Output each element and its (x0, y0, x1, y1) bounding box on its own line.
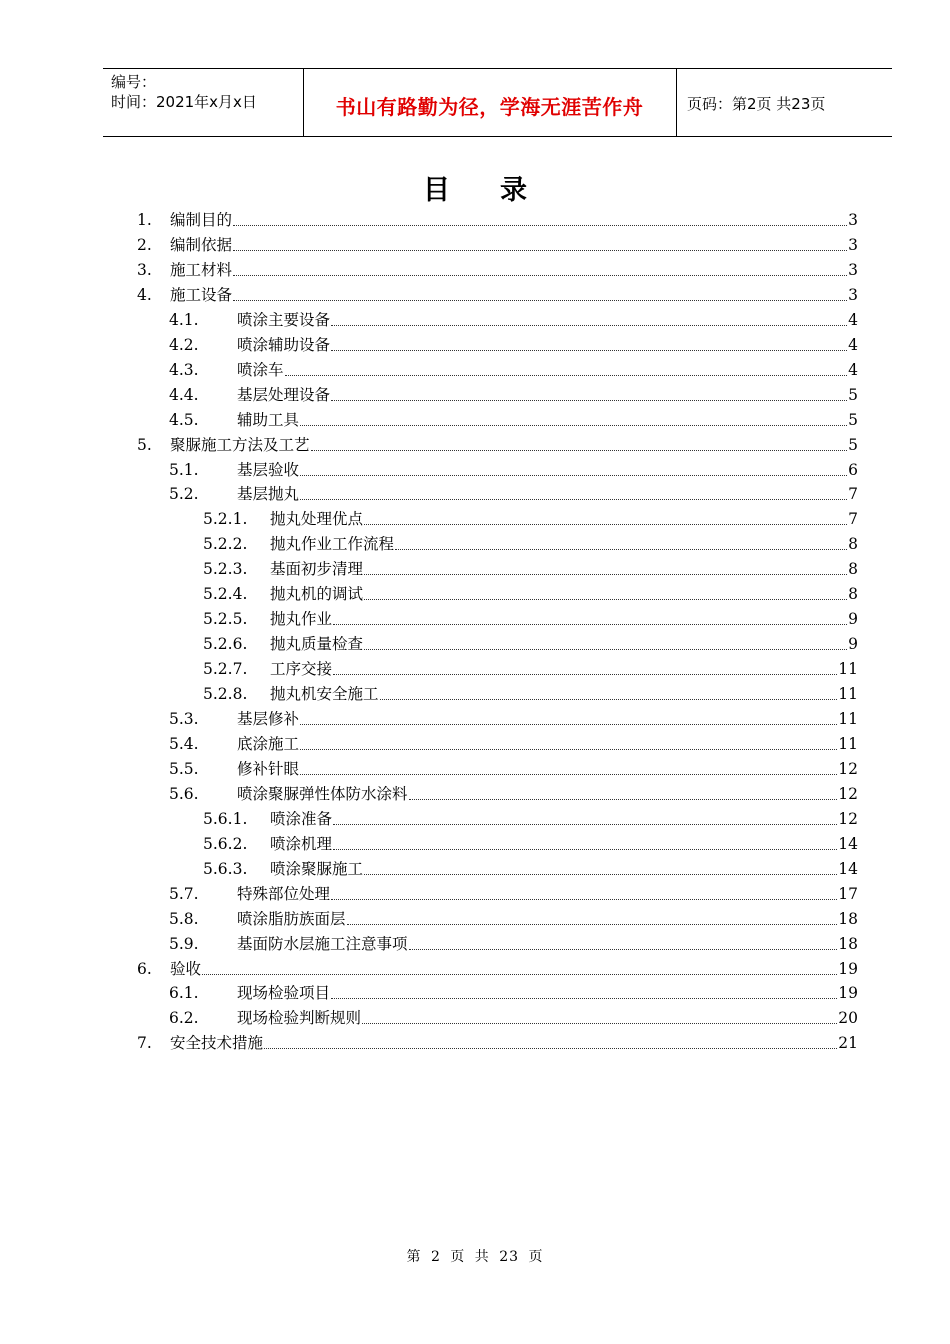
toc-entry-page: 5 (848, 410, 858, 429)
toc-dot-leader (364, 599, 847, 600)
toc-entry-title: 抛丸机安全施工 (270, 685, 379, 704)
toc-entry[interactable] (169, 707, 858, 731)
toc-entry-page: 5 (848, 385, 858, 404)
toc-entry-title: 基面初步清理 (270, 560, 364, 579)
toc-entry[interactable] (169, 408, 858, 432)
toc-entry-title: 基层修补 (237, 710, 300, 728)
toc-entry[interactable] (203, 532, 858, 556)
toc-dot-leader (285, 375, 848, 376)
toc-dot-leader (333, 674, 837, 675)
toc-entry-page: 6 (848, 460, 858, 479)
toc-entry-page: 11 (838, 734, 858, 753)
toc-entry-title: 工序交接 (270, 660, 333, 679)
toc-dot-leader (331, 899, 837, 900)
toc-entry[interactable] (169, 981, 858, 1005)
toc-entry[interactable] (169, 932, 858, 956)
toc-entry[interactable] (169, 333, 858, 357)
toc-dot-leader (364, 574, 847, 575)
toc-entry[interactable] (169, 308, 858, 332)
toc-entry-number: 4.3. (169, 360, 199, 379)
toc-entry-number: 5. (137, 435, 152, 454)
toc-entry-number: 5.6.1. (203, 809, 248, 828)
toc-entry[interactable] (203, 857, 858, 881)
toc-entry-page: 4 (848, 310, 858, 329)
toc-entry[interactable] (203, 632, 858, 656)
toc-entry[interactable] (169, 907, 858, 931)
toc-entry-title: 修补针眼 (237, 759, 300, 778)
toc-entry-number: 4.2. (169, 335, 199, 354)
toc-entry-title: 基层抛丸 (237, 485, 300, 504)
toc-entry-title: 聚脲施工方法及工艺 (170, 435, 310, 454)
toc-entry-number: 5.4. (169, 734, 199, 753)
toc-entry-number: 5.9. (169, 934, 199, 953)
toc-entry-title: 基层处理设备 (237, 385, 331, 404)
toc-entry-page: 12 (838, 784, 858, 803)
toc-entry-page: 21 (838, 1034, 858, 1053)
page-header (103, 68, 892, 137)
toc-entry[interactable] (169, 757, 858, 781)
toc-title: 目录 (423, 175, 577, 206)
toc-entry-page: 12 (838, 759, 858, 778)
toc-entry[interactable] (203, 682, 858, 706)
toc-entry-title: 抛丸机的调试 (270, 585, 364, 604)
toc-entry-page: 8 (848, 585, 858, 604)
toc-entry-page: 7 (848, 485, 858, 504)
toc-entry-page: 3 (848, 285, 858, 304)
toc-entry-number: 3. (137, 260, 152, 279)
toc-entry-title: 底涂施工 (237, 734, 300, 753)
toc-entry-page: 18 (838, 909, 858, 928)
toc-dot-leader (409, 949, 838, 950)
toc-entry-number: 7. (137, 1034, 152, 1053)
toc-entry-number: 5.1. (169, 460, 199, 479)
toc-entry-number: 5.6.3. (203, 859, 248, 878)
toc-entry[interactable] (169, 882, 858, 906)
toc-dot-leader (331, 998, 837, 999)
toc-dot-leader (331, 400, 847, 401)
toc-entry-title: 喷涂车 (237, 360, 284, 379)
toc-entry-number: 5.2. (169, 485, 199, 504)
toc-entry-page: 8 (848, 560, 858, 579)
toc-entry-page: 20 (838, 1009, 858, 1028)
toc-entry-number: 4. (137, 285, 152, 304)
page-footer: 第 2 页 共 23 页 (406, 1249, 544, 1265)
header-motto-cell (303, 69, 677, 136)
toc-entry-title: 特殊部位处理 (237, 884, 331, 903)
toc-dot-leader (233, 250, 847, 251)
toc-entry-number: 5.5. (169, 759, 199, 778)
toc-entry-page: 17 (838, 884, 858, 903)
toc-entry-title: 抛丸质量检查 (270, 635, 364, 654)
toc-entry-number: 5.2.3. (203, 560, 248, 579)
toc-entry-title: 抛丸处理优点 (270, 510, 364, 529)
toc-dot-leader (300, 749, 837, 750)
toc-entry-number: 5.8. (169, 909, 199, 928)
toc-entry-title: 抛丸作业 (270, 610, 333, 629)
toc-entry-number: 5.2.2. (203, 535, 248, 554)
toc-dot-leader (364, 649, 847, 650)
toc-entry-page: 4 (848, 360, 858, 379)
toc-entry-page: 11 (838, 660, 858, 679)
toc-entry-number: 5.6.2. (203, 834, 248, 853)
toc-dot-leader (364, 874, 837, 875)
toc-entry-page: 3 (848, 211, 858, 229)
toc-entry[interactable] (137, 258, 858, 282)
toc-entry[interactable] (203, 807, 858, 831)
toc-entry-number: 2. (137, 235, 152, 254)
toc-entry-page: 7 (848, 510, 858, 529)
toc-entry-title: 喷涂聚脲弹性体防水涂料 (237, 784, 408, 803)
toc-entry-title: 喷涂聚脲施工 (270, 859, 364, 878)
toc-entry[interactable] (169, 358, 858, 382)
toc-entry-number: 1. (137, 211, 152, 229)
toc-entry-page: 19 (838, 959, 858, 978)
toc-entry[interactable] (169, 732, 858, 756)
toc-dot-leader (311, 450, 848, 451)
toc-entry-number: 5.3. (169, 710, 199, 728)
toc-dot-leader (300, 499, 847, 500)
serial-label: 编号： (111, 73, 157, 91)
toc-dot-leader (364, 524, 847, 525)
page-info: 页码：第2页 共23页 (687, 95, 826, 113)
toc-entry-number: 4.4. (169, 385, 199, 404)
toc-entry[interactable] (203, 582, 858, 606)
toc-entry[interactable] (137, 283, 858, 307)
toc-entry-title: 施工设备 (170, 285, 233, 304)
toc-entry-page: 8 (848, 535, 858, 554)
toc-entry[interactable] (169, 1006, 858, 1030)
toc-dot-leader (300, 724, 837, 725)
toc-dot-leader (300, 475, 847, 476)
toc-dot-leader (362, 1023, 837, 1024)
date-line: 时间：2021年x月x日 (111, 93, 257, 111)
toc-entry-number: 5.2.6. (203, 635, 248, 654)
toc-entry-page: 19 (838, 984, 858, 1003)
toc-entry-title: 编制目的 (170, 211, 233, 229)
toc-entry-page: 18 (838, 934, 858, 953)
toc-entry-title: 验收 (170, 959, 202, 978)
toc-entry-number: 5.7. (169, 884, 199, 903)
toc-entry-title: 施工材料 (170, 260, 233, 279)
toc-entry[interactable] (137, 208, 858, 232)
toc-entry-title: 辅助工具 (237, 410, 300, 429)
toc-dot-leader (333, 624, 847, 625)
toc-entry-number: 6. (137, 959, 152, 978)
toc-entry[interactable] (169, 482, 858, 506)
toc-dot-leader (331, 325, 847, 326)
toc-dot-leader (300, 774, 837, 775)
toc-entry-number: 4.1. (169, 310, 199, 329)
toc-entry-title: 基面防水层施工注意事项 (237, 934, 408, 953)
toc-entry-number: 5.2.5. (203, 610, 248, 629)
toc-entry-page: 3 (848, 235, 858, 254)
toc-entry[interactable] (169, 383, 858, 407)
toc-entry-number: 5.2.4. (203, 585, 248, 604)
toc-dot-leader (331, 350, 847, 351)
toc-entry-title: 喷涂机理 (270, 834, 333, 853)
toc-dot-leader (380, 699, 838, 700)
toc-dot-leader (409, 799, 838, 800)
toc-entry-page: 5 (848, 435, 858, 454)
toc-entry-title: 基层验收 (237, 460, 300, 479)
toc-dot-leader (233, 275, 847, 276)
toc-entry[interactable] (169, 782, 858, 806)
header-page-cell (677, 69, 892, 136)
toc-entry-page: 12 (838, 809, 858, 828)
toc-entry-page: 4 (848, 335, 858, 354)
toc-entry-title: 喷涂脂肪族面层 (237, 909, 346, 928)
toc-entry[interactable] (203, 507, 858, 531)
toc-entry-page: 14 (838, 834, 858, 853)
toc-entry-page: 9 (848, 610, 858, 629)
toc-entry-page: 11 (838, 710, 858, 728)
toc-entry-title: 抛丸作业工作流程 (270, 535, 395, 554)
motto: 书山有路勤为径，学海无涯苦作舟 (335, 95, 644, 119)
toc-entry-number: 6.2. (169, 1009, 199, 1028)
toc-entry-title: 安全技术措施 (170, 1034, 264, 1053)
toc-entry[interactable] (137, 433, 858, 457)
toc-entry-number: 5.6. (169, 784, 199, 803)
toc-dot-leader (395, 549, 847, 550)
toc-entry-title: 喷涂准备 (270, 809, 333, 828)
toc-entry-number: 5.2.1. (203, 510, 248, 529)
toc-entry-number: 5.2.7. (203, 660, 248, 679)
header-info-cell (103, 69, 304, 136)
toc-entry-number: 4.5. (169, 410, 199, 429)
toc-dot-leader (333, 824, 837, 825)
toc-dot-leader (347, 924, 838, 925)
toc-dot-leader (233, 225, 847, 226)
toc-entry[interactable] (203, 607, 858, 631)
toc-entry[interactable] (137, 1031, 858, 1055)
toc-entry[interactable] (137, 233, 858, 257)
toc-entry-page: 9 (848, 635, 858, 654)
toc-dot-leader (333, 849, 837, 850)
toc-entry[interactable] (169, 458, 858, 482)
toc-entry-title: 喷涂辅助设备 (237, 335, 331, 354)
toc-entry[interactable] (203, 832, 858, 856)
toc-dot-leader (202, 974, 837, 975)
toc-entry-title: 现场检验项目 (237, 984, 331, 1003)
toc-entry-page: 14 (838, 859, 858, 878)
toc-entry[interactable] (203, 657, 858, 681)
toc-entry[interactable] (137, 957, 858, 981)
toc-entry-number: 5.2.8. (203, 685, 248, 704)
toc-dot-leader (233, 300, 847, 301)
toc-entry-title: 喷涂主要设备 (237, 310, 331, 329)
toc-entry-number: 6.1. (169, 984, 199, 1003)
toc-dot-leader (264, 1048, 837, 1049)
toc-dot-leader (300, 425, 847, 426)
toc-entry-page: 3 (848, 260, 858, 279)
toc-entry-page: 11 (838, 685, 858, 704)
toc-entry[interactable] (203, 557, 858, 581)
toc-entry-title: 现场检验判断规则 (237, 1009, 362, 1028)
toc-entry-title: 编制依据 (170, 235, 233, 254)
